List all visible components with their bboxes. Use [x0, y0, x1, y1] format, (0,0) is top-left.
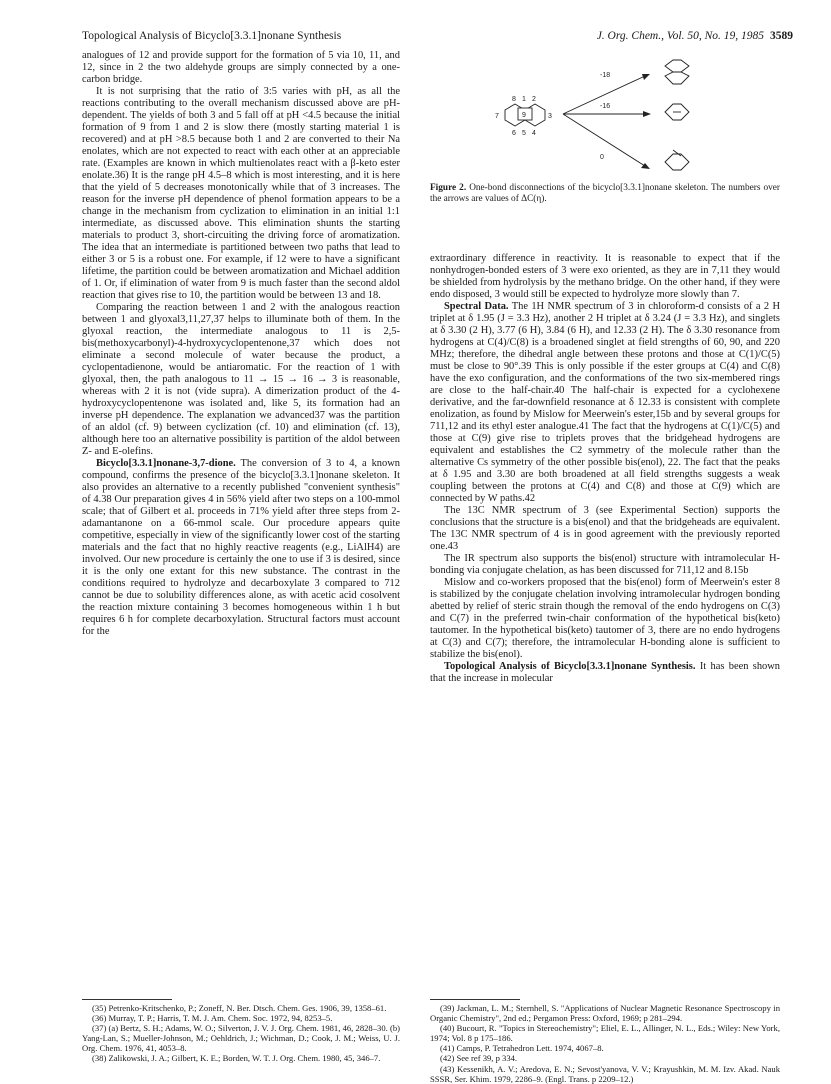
- paragraph: The 13C NMR spectrum of 3 (see Experimental Section) supports the conclusions that the structure is a bis(enol) and that the bridgeheads are equivalent. The 13C NMR spectrum of 4 is in good agreement with the previously reported one.43: [430, 505, 780, 552]
- arrow-value: 0: [600, 154, 604, 161]
- disconnection-arrows: [563, 76, 645, 166]
- footnote: (42) See ref 39, p 334.: [440, 1053, 518, 1064]
- paragraph: Mislow and co-workers proposed that the bis(enol) form of Meerwein's ester 8 is stabilized by the conjugate chelation involving intramolecular hydrogen bonding abetted by relief of steric strain though the removal of the endo hydrogens on C(3) and C(7) in the preferred twin-chair conformation of the hypothetical bis(keto) tautomer. In the hypothetical bis(keto) tautomer of 3, there are no endo hydrogens at C(3) and C(7); therefore, the intramolecular H-bonding alone is sufficient to stabilize the bis(enol).: [430, 577, 780, 660]
- footnote-rule: [430, 999, 520, 1000]
- footnote: (43) Kessenikh, A. V.; Aredova, E. N.; Sevost'yanova, V. V.; Krayushkin, M. M. Izv. Akad. Nauk SSSR, Ser. Khim. 1979, 2286–9. (Engl. Trans. p 2209–12.): [430, 1063, 780, 1084]
- arrow-value: -18: [600, 72, 611, 79]
- atom-label: 1: [522, 96, 526, 103]
- atom-label: 8: [512, 96, 516, 103]
- atom-label: 7: [495, 113, 499, 120]
- section-heading: Bicyclo[3.3.1]nonane-3,7-dione.: [96, 458, 236, 469]
- section-heading: Spectral Data.: [444, 301, 509, 312]
- fragment-ring-bottom: [665, 150, 689, 170]
- paragraph: Comparing the reaction between 1 and 2 with the analogous reaction between 1 and glyoxal3,11,27,37 helps to illuminate both of them. In the glyoxal reaction, the intermediate analogous to 11 is 2,5-bis(methoxycarbonyl)-4-hydroxycyclopentenone,37 which does not eliminate a second molecule of water because the product, a cyclopentadienone, would be antiaromatic. For the reaction of 1 with glyoxal, then, the path analogous to 11 → 15 → 16 → 3 is reasonable, whereas with 2 it is not (vide supra). A dimerization product of the 4-hydroxycyclopentenone was isolated and, like 5, its formation had an inverse pH dependence. The explanation we advanced37 was the partition of an aldol (cf. 9) between cyclization (cf. 10) and elimination (cf. 13), although here too an alternative possibility is partition of the aldol between Z- and E-olefins.: [82, 302, 400, 457]
- fragment-ring-top: [665, 60, 689, 84]
- section-heading: Topological Analysis of Bicyclo[3.3.1]nonane Synthesis.: [444, 661, 696, 672]
- footnote-rule: [82, 999, 172, 1000]
- atom-label: 3: [548, 113, 552, 120]
- journal-citation: [597, 30, 793, 42]
- right-column: [430, 253, 780, 685]
- paragraph: analogues of 12 and provide support for the formation of 5 via 10, 11, and 12, since in 2 the two aldehyde groups are simply connected by a one-carbon bridge.: [82, 50, 400, 85]
- paragraph: extraordinary difference in reactivity. It is reasonable to expect that if the nonhydrogen-bonded esters of 3 were exo oriented, as they are in 7,11 they would be shielded from hydrolysis by the methano bridge. On the other hand, if they were endo disposed, 3 would still be expected to hydrolyze more slowly than 7.: [430, 253, 780, 300]
- footnote: (39) Jackman, L. M.; Sternhell, S. "Applications of Nuclear Magnetic Resonance Spectroscopy in Organic Chemistry", 2nd ed.; Pergamon Press: Oxford, 1969; p 281–294.: [430, 1003, 780, 1024]
- figure-label: Figure 2.: [430, 183, 467, 193]
- paragraph: It is not surprising that the ratio of 3:5 varies with pH, as all the reactions contributing to the overall mechanism discussed above are pH-dependent. The yields of both 3 and 5 fall off at pH <4.5 because the initial formation of 9 from 1 and 2 is slow there (mostly starting material 1 is recovered) and at pH >8.5 because both 1 and 2 are converted to their Na enolates, which are not expected to react with each other at an appreciable rate. (Examples are known in which multienolates react with a β-keto ester enolate.36) It is the range pH 4.5–8 which is most interesting, and it is here that the yield of 5 decreases monotonically while that of 3 increases. The reason for the inverse pH dependence of phenol formation appears to be a change in the mechanism from cyclization to elimination in an initial 1:1 intermediate, as discussed above. This elimination shunts the starting materials to product 3, short-circuiting the driving force of aromatization. The idea that an intermediate is partitioned between two paths that lead to either 3 or 5 is a robust one. For example, if 12 were to have a significant lifetime, the partition could be between aromatization and Michael addition of 1. Or, if elimination of water from 9 is much faster than the second aldol reaction that gives rise to 10, the partition would be between 13 and 18.: [82, 86, 400, 301]
- arrow-value: -16: [600, 103, 611, 110]
- footnote: (35) Petrenko-Kritschenko, P.; Zoneff, N. Ber. Dtsch. Chem. Ges. 1906, 39, 1358–61.: [92, 1003, 387, 1013]
- footnote: (40) Bucourt, R. "Topics in Stereochemistry"; Eliel, E. L., Allinger, N. L., Eds.; Wiley: New York, 1974; Vol. 8 p 175–186.: [430, 1023, 780, 1044]
- figure-caption: [430, 183, 780, 205]
- fragment-ring-middle: [665, 104, 689, 120]
- footnote: (37) (a) Bertz, S. H.; Adams, W. O.; Silverton, J. V. J. Org. Chem. 1981, 46, 2828–30. (b) Yang-Lan, S.; Mueller-Johnson, M.; Oehldrich, J.; Wichman, D.; Cook, J. M.; Weiss, U. J. Org. Chem. 1976, 41, 4053–8.: [82, 1023, 400, 1054]
- atom-label: 6: [512, 130, 516, 137]
- paragraph: The IR spectrum also supports the bis(enol) structure with intramolecular H-bonding via conjugate chelation, as has been discussed for 711,12 and 8.15b: [430, 553, 780, 576]
- paragraph: [82, 458, 400, 638]
- journal-volume: Vol. 50, No. 19, 1985: [666, 30, 764, 42]
- running-head: Topological Analysis of Bicyclo[3.3.1]nonane Synthesis: [82, 30, 342, 42]
- footnote: (36) Murray, T. P.; Harris, T. M. J. Am. Chem. Soc. 1972, 94, 8253–5.: [92, 1013, 333, 1024]
- figure-2-diagram: [485, 52, 785, 182]
- paragraph-text: The conversion of 3 to 4, a known compound, confirms the presence of the bicyclo[3.3.1]nonane skeleton. It also provides an alternative to a recently published "convenient synthesis" of 4.38 Our preparation gives 4 in 56% yield after two steps on a 100-mmol scale; that of Gilbert et al. proceeds in 71% yield after three steps from 2-adamantanone on a 66-mmol scale. Our procedure appears quite competitive, especially in view of the significantly lower cost of the starting materials and the fact that no highly reactive reagents (e.g., LiAlH4) are involved. Our new procedure is certainly the one to use if 3 is desired, since it is the only one extant for this new substance. The contrast in the conditions required to hydrolyze and decarboxylate 3 compared to 712 cannot be due to solubility differences alone, as with acetic acid cosolvent the reaction mixture containing 3 becomes homogeneous within 1 h but requires 6 h for complete decarboxylation. Structural factors must account for the: [82, 458, 400, 637]
- footnotes-left: [82, 1003, 400, 1064]
- paragraph-text: It has been shown that the increase in molecular: [430, 661, 781, 684]
- footnote: (41) Camps, P. Tetrahedron Lett. 1974, 4067–8.: [440, 1043, 604, 1054]
- atom-label: 9: [522, 112, 526, 119]
- page-number: 3589: [770, 30, 793, 42]
- left-column: [82, 50, 400, 638]
- footnotes-right: [430, 1003, 780, 1084]
- paragraph: [430, 661, 780, 685]
- caption-text: One-bond disconnections of the bicyclo[3.3.1]nonane skeleton. The numbers over the arrows are values of ΔC(η).: [430, 183, 780, 205]
- paragraph: [430, 301, 780, 505]
- paragraph-text: The 1H NMR spectrum of 3 in chloroform-d consists of a 2 H triplet at δ 1.95 (J = 3.3 Hz), another 2 H triplet at δ 3.24 (J = 3.3 Hz), and singlets at δ 3.30 (2 H), 3.77 (6 H), 3.84 (6 H), and 12.33 (2 H). The δ 3.30 resonance from hydrogens at C(4)/C(8) is a broadened singlet at field strengths of 60, 90, and 220 MHz; therefore, the dihedral angle between these protons and those at C(1)/C(5) must be close to 90°.39 This is only possible if the ester groups at C(4) and C(8) have the exo configuration, and the conformations of the two six-membered rings are close to the half-chair.40 The half-chair is expected for a cyclohexene derivative, and the far-downfield resonance at δ 12.33 is consistent with complete enolization, as found by Mislow for Meerwein's ester,15b and by several groups for 711,12 and its ethyl ester analogue.41 The fact that the hydrogens at C(1)/C(5) and those at C(9) give rise to triplets proves that the bridgehead hydrogens are equivalent and establishes the C2 symmetry of the molecule rather than the alternative Cs symmetry of the other possible bis(enol), 22. The fact that the peaks at δ 1.95 and 3.30 are both broadened at all field strengths suggests a weak coupling between the protons at C(4) and C(8) and those at C(9) which are connected by W paths.42: [430, 301, 781, 504]
- atom-label: 2: [532, 96, 536, 103]
- journal-name: J. Org. Chem.,: [596, 30, 664, 42]
- footnote: (38) Zalikowski, J. A.; Gilbert, K. E.; Borden, W. T. J. Org. Chem. 1980, 45, 346–7.: [92, 1053, 381, 1064]
- atom-label: 5: [522, 130, 526, 137]
- atom-label: 4: [532, 130, 536, 137]
